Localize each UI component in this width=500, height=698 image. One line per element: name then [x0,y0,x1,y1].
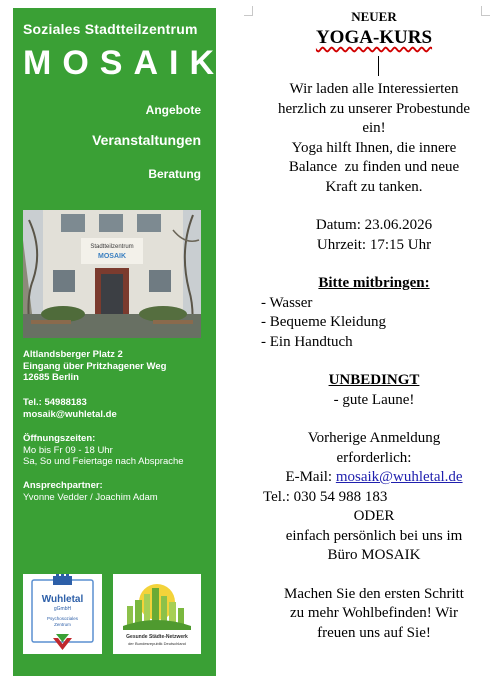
intro-line-6: Kraft zu tanken. [325,178,423,195]
intro-line-5: Balance zu finden und neue [288,159,460,175]
opening-hours-heading: Öffnungszeiten: [23,433,96,444]
wuhletal-logo-sub: gGmbH [53,606,72,612]
opening-hours-line-1: Mo bis Fr 09 - 18 Uhr [23,444,113,456]
closing-line-2: zu mehr Wohlbefinden! Wir [289,605,458,621]
org-name: MOSAIK [23,44,225,82]
bring-item: - Bequeme Kleidung [261,314,386,330]
menu-item-veranstaltungen: Veranstaltungen [92,132,201,148]
wuhletal-logo-line-2: Zentrum [54,622,71,627]
photo-sign-bottom: MOSAIK [98,253,126,260]
closing-line-1: Machen Sie den ersten Schritt [284,585,464,602]
flyer-kicker: NEUER [351,9,397,24]
wuhletal-logo [23,574,102,654]
flyer-title: YOGA-KURS [315,27,433,48]
address-line-2: Eingang über Pritzhagener Weg [23,360,167,372]
register-email-link[interactable]: mosaik@wuhletal.de [335,469,463,485]
text-cursor [378,56,379,76]
register-line-1: Vorherige Anmeldung [307,430,441,446]
building-photo [23,210,201,338]
register-tel: Tel.: 030 54 988 183 [263,488,388,505]
register-email-row [253,468,495,488]
network-logo-line-1: Gesunde Städte-Netzwerk [126,634,188,640]
bring-item: - Ein Handtuch [261,333,353,350]
bring-heading: Bitte mitbringen: [318,275,430,291]
bring-list [253,294,495,353]
menu-item-beratung: Beratung [148,167,201,181]
event-time: Uhrzeit: 17:15 Uhr [316,236,432,253]
intro-line-1: Wir laden alle Interessierten [289,81,459,97]
closing-line-3: freuen uns auf Sie! [317,624,431,641]
address-line-1: Altlandsberger Platz 2 [23,349,123,360]
register-line-4: Büro MOSAIK [327,547,421,563]
contact-email: mosaik@wuhletal.de [23,408,117,420]
intro-line-3: ein! [362,120,386,136]
menu-item-angebote: Angebote [145,103,201,117]
contact-person-names: Yvonne Vedder / Joachim Adam [23,491,158,503]
intro-line-2: herzlich zu unserer Probestunde [277,100,470,117]
info-side-panel [13,8,225,676]
healthy-cities-network-logo [113,574,201,654]
opening-hours-line-2: Sa, So und Feiertage nach Absprache [23,456,184,467]
contact-person-block [23,480,158,503]
intro-line-4: Yoga hilft Ihnen, die innere [291,139,457,156]
address-block [23,349,166,384]
register-or: ODER [353,508,395,524]
event-date: Datum: 23.06.2026 [315,217,433,233]
wuhletal-logo-name: Wuhletal [41,594,84,605]
org-subtitle: Soziales Stadtteilzentrum [23,21,198,37]
register-line-3: einfach persönlich bei uns im [285,527,463,544]
must-item: - gute Laune! [333,391,415,408]
register-line-2: erforderlich: [336,449,412,466]
contact-block [23,397,117,420]
register-email-label: E-Mail: [285,469,336,485]
must-heading: UNBEDINGT [328,372,420,388]
network-logo-line-2: der Bundesrepublik Deutschland [128,641,186,646]
address-line-3: 12685 Berlin [23,372,79,383]
crop-mark-top-left-h [244,15,253,16]
wuhletal-logo-line-1: Psychosoziales [46,616,79,621]
bring-item: - Wasser [261,294,313,311]
yoga-flyer-text [253,8,495,643]
opening-hours-block [23,433,184,468]
photo-sign-top: Stadtteilzentrum [90,244,134,250]
contact-tel: Tel.: 54988183 [23,397,87,408]
contact-person-heading: Ansprechpartner: [23,480,103,491]
